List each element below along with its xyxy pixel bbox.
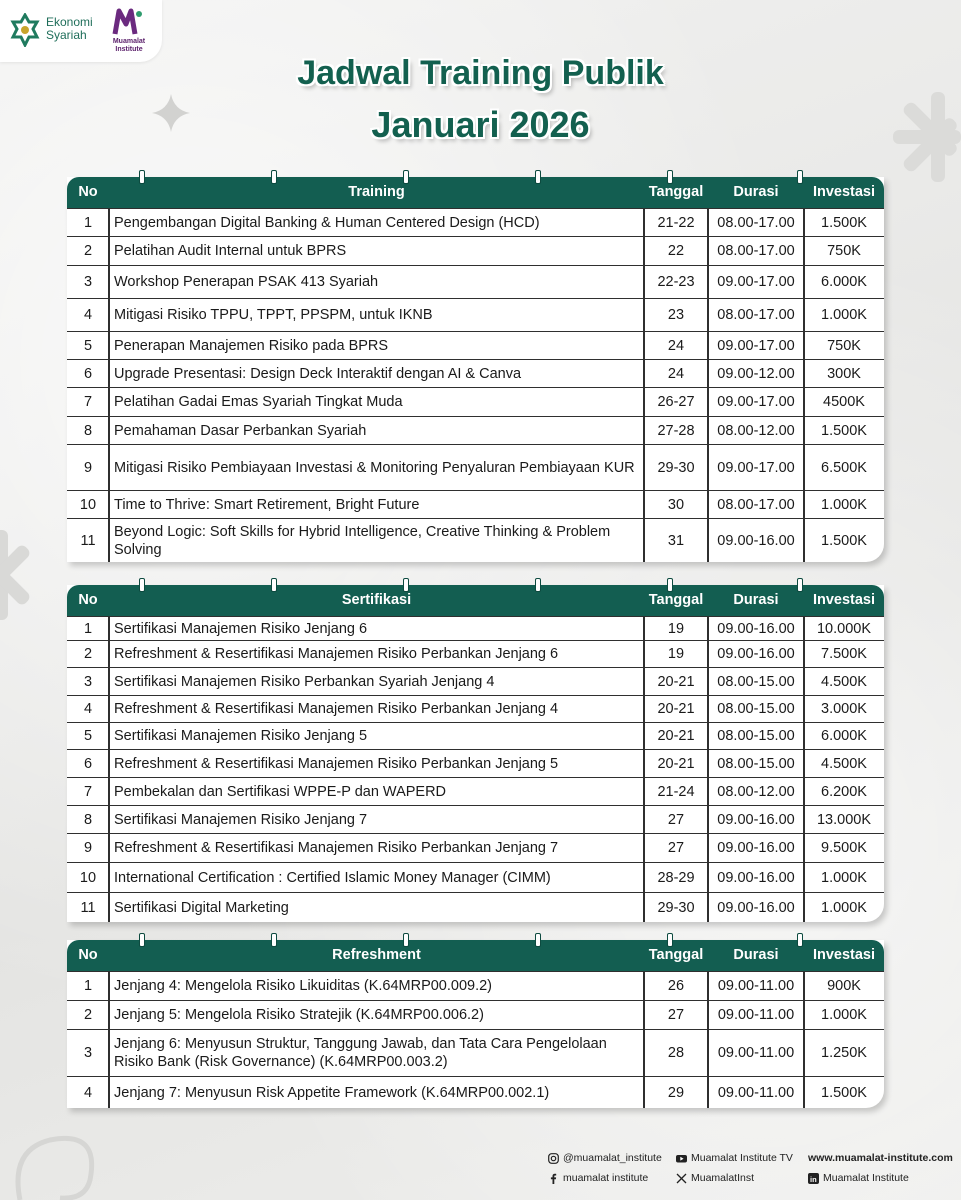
row-tanggal: 20-21 [657,755,695,772]
refreshment-table-header [67,940,884,971]
logo-bar [0,0,162,62]
row-durasi: 09.00-16.00 [717,899,795,916]
table-row [67,208,884,236]
row-no: 1 [83,214,93,231]
row-no: 6 [83,365,93,382]
row-name: Sertifikasi Manajemen Risiko Perbankan Syariah Jenjang 4 [114,673,495,690]
table-row [67,892,884,922]
row-no: 10 [79,869,97,886]
row-investasi: 4.500K [821,673,867,690]
ekonomi-syariah-logo-text: Ekonomi Syariah [46,15,93,42]
table-row [67,1000,884,1029]
row-no: 11 [80,532,96,549]
row-investasi: 1.000K [821,899,867,916]
row-no: 2 [83,646,93,662]
row-tanggal: 22 [667,243,685,259]
row-tanggal: 23 [667,307,685,323]
row-durasi: 08.00-15.00 [717,673,795,690]
row-tanggal: 20-21 [657,701,695,717]
training-table-header [67,177,884,208]
row-name: Refreshment & Resertifikasi Manajemen Risiko Perbankan Jenjang 5 [114,755,559,772]
row-tanggal: 27 [667,811,685,828]
row-name: Jenjang 7: Menyusun Risk Appetite Framework (K.64MRP00.002.1) [114,1084,550,1101]
page-title: Jadwal Training Publik [297,54,664,92]
header-investasi: Investasi [812,947,876,963]
row-no: 4 [83,701,93,717]
row-investasi: 6.200K [821,783,867,800]
row-tanggal: 27 [667,1007,685,1023]
table-row [67,490,884,518]
table-row [67,298,884,331]
row-name: Mitigasi Risiko TPPU, TPPT, PPSPM, untuk IKNB [114,307,433,323]
row-no: 2 [83,1007,93,1023]
row-investasi: 1.250K [821,1045,867,1061]
row-durasi: 09.00-12.00 [717,365,795,382]
row-name: International Certification : Certified Islamic Money Manager (CIMM) [114,869,551,886]
refreshment-table-body [67,971,884,1108]
row-no: 8 [83,422,93,439]
instagram-handle: @muamalat_institute [563,1152,662,1164]
footer-linkedin[interactable] [808,1172,909,1184]
row-tanggal: 30 [667,496,685,513]
table-row [67,749,884,777]
row-investasi: 1.000K [821,1007,867,1023]
row-durasi: 09.00-16.00 [717,869,795,886]
row-tanggal: 28 [667,1045,685,1061]
row-durasi: 09.00-17.00 [717,459,795,476]
table-row [67,236,884,265]
row-no: 9 [83,840,93,856]
row-tanggal: 19 [667,646,685,662]
row-investasi: 6.000K [821,728,867,744]
header-investasi: Investasi [812,592,876,608]
row-investasi: 1.000K [821,869,867,886]
row-durasi: 09.00-17.00 [717,394,795,410]
header-no: No [78,184,98,200]
header-training: Training [348,184,405,200]
sertifikasi-table-header [67,585,884,616]
row-durasi: 09.00-11.00 [717,1084,795,1101]
svg-text:in: in [810,1174,817,1184]
row-durasi: 08.00-17.00 [717,214,795,231]
table-row [67,722,884,749]
row-name: Upgrade Presentasi: Design Deck Interaktif dengan AI & Canva [114,365,522,382]
row-tanggal: 26 [667,978,685,994]
row-investasi: 1.500K [821,422,867,439]
row-name: Penerapan Manajemen Risiko pada BPRS [114,337,389,354]
row-investasi: 1.000K [821,496,867,513]
row-name: Pembekalan dan Sertifikasi WPPE-P dan WAPERD [114,783,447,800]
row-durasi: 08.00-15.00 [717,701,795,717]
header-tanggal: Tanggal [648,947,704,963]
table-row [67,667,884,695]
row-durasi: 09.00-16.00 [717,840,795,856]
row-investasi: 1.000K [821,307,867,323]
row-investasi: 750K [827,243,861,259]
header-refreshment: Refreshment [332,947,421,963]
header-investasi: Investasi [812,184,876,200]
table-row [67,1029,884,1076]
row-investasi: 1.500K [821,1084,867,1101]
table-row [67,359,884,387]
row-name: Sertifikasi Digital Marketing [114,899,289,916]
row-name: Beyond Logic: Soft Skills for Hybrid Intelligence, Creative Thinking & Problem Solving [114,523,611,558]
row-no: 4 [83,307,93,323]
muamalat-institute-logo-icon [112,6,144,38]
linkedin-page: Muamalat Institute [823,1172,909,1184]
page-subtitle-month: Januari 2026 [371,104,590,145]
row-name: Sertifikasi Manajemen Risiko Jenjang 5 [114,728,368,744]
row-tanggal: 29-30 [657,459,695,476]
table-row [67,833,884,862]
table-row [67,387,884,416]
row-tanggal: 28-29 [657,869,695,886]
header-tanggal: Tanggal [648,592,704,608]
row-name: Jenjang 4: Mengelola Risiko Likuiditas (K.64MRP00.009.2) [114,978,493,994]
row-no: 1 [83,620,93,637]
x-handle: MuamalatInst [691,1172,755,1184]
footer-instagram[interactable] [548,1152,662,1164]
row-investasi: 4.500K [821,755,867,772]
table-row [67,444,884,490]
row-investasi: 7.500K [821,646,867,662]
table-row [67,416,884,444]
row-no: 5 [83,337,93,354]
muamalat-institute-logo-text: Muamalat Institute [112,38,146,53]
row-investasi: 13.000K [816,811,872,828]
row-name: Sertifikasi Manajemen Risiko Jenjang 7 [114,811,368,828]
star-burst-decoration-left [0,530,36,620]
row-no: 9 [83,459,93,476]
header-sertifikasi: Sertifikasi [341,592,412,608]
header-no: No [78,592,98,608]
table-row [67,331,884,359]
table-row [67,971,884,1000]
row-no: 3 [83,274,93,290]
row-tanggal: 31 [667,532,685,549]
row-no: 3 [83,673,93,690]
row-investasi: 4500K [823,394,865,410]
table-row [67,518,884,562]
table-row [67,616,884,640]
row-durasi: 08.00-17.00 [717,307,795,323]
row-no: 7 [83,394,93,410]
row-tanggal: 27-28 [657,422,695,439]
row-investasi: 1.500K [821,532,867,549]
row-name: Refreshment & Resertifikasi Manajemen Risiko Perbankan Jenjang 7 [114,840,559,856]
header-durasi: Durasi [733,947,779,963]
row-no: 2 [83,243,93,259]
ekonomi-syariah-logo-icon [8,13,42,47]
row-name: Pelatihan Audit Internal untuk BPRS [114,243,347,259]
row-name: Pelatihan Gadai Emas Syariah Tingkat Muda [114,394,403,410]
row-tanggal: 24 [667,337,685,354]
row-durasi: 09.00-11.00 [717,1045,795,1061]
row-tanggal: 29-30 [657,899,695,916]
row-tanggal: 21-22 [657,214,695,231]
row-name: Pemahaman Dasar Perbankan Syariah [114,422,367,439]
row-investasi: 900K [827,978,861,994]
row-investasi: 750K [827,337,861,354]
table-row [67,862,884,892]
row-investasi: 9.500K [821,840,867,856]
row-investasi: 6.000K [821,274,867,290]
row-name: Pengembangan Digital Banking & Human Centered Design (HCD) [114,214,540,231]
sertifikasi-table [67,585,884,922]
row-durasi: 09.00-11.00 [717,978,795,994]
table-row [67,695,884,722]
row-no: 1 [83,978,93,994]
footer-x[interactable] [676,1172,754,1184]
row-tanggal: 26-27 [657,394,695,410]
youtube-channel: Muamalat Institute TV [691,1152,793,1164]
row-investasi: 1.500K [821,214,867,231]
row-durasi: 08.00-12.00 [717,783,795,800]
footer-youtube[interactable] [676,1152,793,1164]
row-tanggal: 19 [667,620,685,637]
row-name: Sertifikasi Manajemen Risiko Jenjang 6 [114,620,368,637]
row-investasi: 300K [827,365,861,382]
header-no: No [78,947,98,963]
refreshment-table [67,940,884,1108]
row-no: 6 [83,755,93,772]
row-tanggal: 27 [667,840,685,856]
row-investasi: 10.000K [816,620,872,637]
facebook-page: muamalat institute [563,1172,649,1184]
header-tanggal: Tanggal [648,184,704,200]
row-durasi: 09.00-16.00 [717,646,795,662]
row-name: Mitigasi Risiko Pembiayaan Investasi & Monitoring Penyaluran Pembiayaan KUR [114,459,635,476]
row-tanggal: 22-23 [657,274,695,290]
row-investasi: 6.500K [821,459,867,476]
x-twitter-icon [676,1173,687,1184]
row-no: 5 [83,728,93,744]
instagram-icon [548,1153,559,1164]
row-durasi: 09.00-11.00 [717,1007,795,1023]
header-durasi: Durasi [733,184,779,200]
row-durasi: 08.00-12.00 [717,422,795,439]
row-durasi: 09.00-16.00 [717,620,795,637]
row-name: Time to Thrive: Smart Retirement, Bright Future [114,496,420,513]
row-name: Refreshment & Resertifikasi Manajemen Risiko Perbankan Jenjang 4 [114,701,559,717]
footer-facebook[interactable] [548,1172,648,1184]
linkedin-icon [808,1173,819,1184]
row-durasi: 09.00-16.00 [717,532,795,549]
row-name: Jenjang 5: Mengelola Risiko Stratejik (K.64MRP00.006.2) [114,1007,484,1023]
header-durasi: Durasi [733,592,779,608]
row-durasi: 08.00-17.00 [717,496,795,513]
row-durasi: 08.00-15.00 [717,755,795,772]
table-row [67,265,884,298]
row-no: 3 [83,1045,93,1061]
row-name: Workshop Penerapan PSAK 413 Syariah [114,274,379,290]
row-no: 11 [80,899,96,916]
table-row [67,640,884,667]
row-durasi: 08.00-15.00 [717,728,795,744]
row-durasi: 09.00-17.00 [717,274,795,290]
table-row [67,777,884,805]
facebook-icon [548,1173,559,1184]
row-durasi: 08.00-17.00 [717,243,795,259]
row-name: Jenjang 6: Menyusun Struktur, Tanggung Jawab, dan Tata Cara Pengelolaan Risiko Bank (Risk Governance) (K.64MRP00.003.2) [114,1036,607,1070]
row-tanggal: 29 [667,1084,685,1101]
website-url: www.muamalat-institute.com [808,1152,953,1164]
row-durasi: 09.00-17.00 [717,337,795,354]
row-no: 10 [79,496,97,513]
row-name: Refreshment & Resertifikasi Manajemen Risiko Perbankan Jenjang 6 [114,646,559,662]
table-row [67,1076,884,1108]
row-tanggal: 20-21 [657,728,695,744]
youtube-icon [676,1153,687,1164]
row-tanggal: 24 [667,365,685,382]
row-no: 7 [83,783,93,800]
training-table-body [67,208,884,562]
table-row [67,805,884,833]
footer-website[interactable] [808,1152,953,1164]
row-durasi: 09.00-16.00 [717,811,795,828]
row-tanggal: 20-21 [657,673,695,690]
row-investasi: 3.000K [821,701,867,717]
row-tanggal: 21-24 [657,783,695,800]
sertifikasi-table-body [67,616,884,922]
training-table [67,177,884,562]
row-no: 4 [83,1084,93,1101]
row-no: 8 [83,811,93,828]
